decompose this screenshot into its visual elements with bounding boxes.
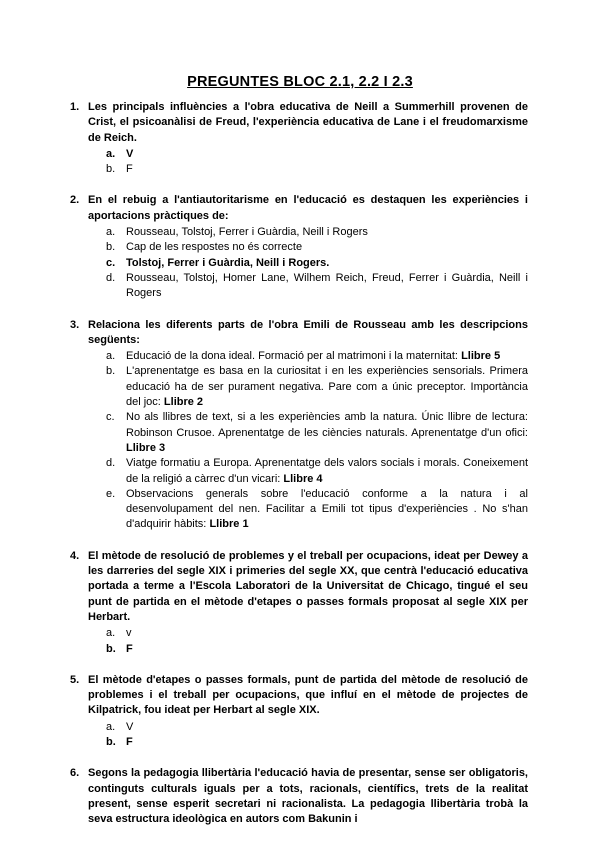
option-content <box>126 487 528 533</box>
question-body <box>88 766 528 827</box>
option-content <box>126 410 528 456</box>
option-text: F <box>126 642 133 655</box>
option-text: Observacions generals sobre l'educació conforme a la natura i al desenvolupament del nen. Facilitar a Emili tot tipus d'experiències . No s'han d'adquirir hàbits: <box>126 487 528 531</box>
option-label: d. <box>106 271 116 284</box>
option-content <box>126 349 528 364</box>
question-text: El mètode de resolució de problemes y el treball per ocupacions, ideat per Dewey a les darreries del segle XIX i primeries del segle XX, que centrà l'educació educativa portada a terme a l'Escola Laboratori de la Universitat de Chicago, tingué el seu punt de partida en el mètode d'etapes o passes formals proposat al segle XIX per Herbart. <box>88 549 528 623</box>
option-label: a. <box>106 627 116 640</box>
option-text: F <box>126 735 133 748</box>
option-a <box>88 626 528 641</box>
question-text: En el rebuig a l'antiautoritarisme en l'educació es destaquen les experiències i aportacions pràctiques de: <box>88 194 528 222</box>
option-d <box>88 456 528 487</box>
question-list <box>70 100 528 843</box>
option-content <box>126 364 528 410</box>
page-title: PREGUNTES BLOC 2.1, 2.2 I 2.3 <box>187 74 413 90</box>
option-c <box>88 256 528 271</box>
option-text: Rousseau, Tolstoj, Homer Lane, Wilhem Reich, Freud, Ferrer i Guàrdia, Neill i Rogers <box>126 271 528 300</box>
option-label: a. <box>106 720 116 733</box>
option-answer: Llibre 2 <box>163 396 204 409</box>
option-text: Educació de la dona ideal. Formació per al matrimoni i la maternitat: <box>126 350 458 363</box>
question-5 <box>70 673 528 750</box>
question-number: 4. <box>70 549 80 562</box>
option-answer: Llibre 3 <box>126 441 166 454</box>
option-list <box>88 147 528 178</box>
question-body <box>88 549 528 657</box>
option-label: b. <box>106 735 116 748</box>
option-b <box>88 162 528 177</box>
question-text: Les principals influències a l'obra educativa de Neill a Summerhill provenen de Crist, el psicoanàlisi de Freud, l'experiència educativa de Lane i el freudomarxisme de Reich. <box>88 101 528 144</box>
option-label: b. <box>106 241 116 254</box>
option-list <box>88 720 528 751</box>
option-label: b. <box>106 163 116 176</box>
question-text: Segons la pedagogia llibertària l'educació havia de presentar, sense ser obligatoris, continguts culturals iguals per a tots, racionals, científics, trets de la realitat present, sense esperit secretari ni racionalista. La pedagogia llibertària trobà la seva estructura ideològica en autors com Bakunin i <box>88 767 528 826</box>
option-a <box>88 147 528 162</box>
option-b <box>88 735 528 750</box>
option-label: b. <box>106 642 116 655</box>
question-3 <box>70 318 528 533</box>
option-label: c. <box>106 256 116 269</box>
option-text: Cap de les respostes no és correcte <box>126 241 303 254</box>
option-label: e. <box>106 487 116 500</box>
option-b <box>88 642 528 657</box>
option-d <box>88 271 528 302</box>
option-text: V <box>126 147 134 160</box>
option-text: Tolstoj, Ferrer i Guàrdia, Neill i Rogers. <box>126 256 330 269</box>
option-a <box>88 720 528 735</box>
question-6 <box>70 766 528 827</box>
question-body <box>88 100 528 177</box>
option-text: v <box>126 627 132 640</box>
option-answer: Llibre 1 <box>209 518 249 531</box>
option-text: V <box>126 720 134 733</box>
option-text: F <box>126 163 133 176</box>
option-label: a. <box>106 350 116 363</box>
question-body <box>88 673 528 750</box>
option-label: b. <box>106 365 116 378</box>
option-list <box>88 626 528 657</box>
question-text: El mètode d'etapes o passes formals, punt de partida del mètode de resolució de problemes i el treball per ocupacions, que influí en el mètode de projectes de Kilpatrick, fou ideat per Herbart al segle XIX. <box>88 673 528 717</box>
question-number: 6. <box>70 767 80 780</box>
option-list <box>88 349 528 533</box>
option-answer: Llibre 4 <box>283 472 323 485</box>
question-body <box>88 193 528 301</box>
question-number: 3. <box>70 318 80 331</box>
question-number: 5. <box>70 673 80 686</box>
option-label: d. <box>106 457 116 470</box>
option-text: Rousseau, Tolstoj, Ferrer i Guàrdia, Neill i Rogers <box>126 226 368 239</box>
question-2 <box>70 193 528 301</box>
option-label: a. <box>106 226 116 239</box>
option-label: c. <box>106 411 115 424</box>
question-number: 1. <box>70 101 80 113</box>
option-a <box>88 349 528 364</box>
question-1 <box>70 100 528 177</box>
question-text: Relaciona les diferents parts de l'obra Emili de Rousseau amb les descripcions següents: <box>88 318 528 346</box>
option-b <box>88 364 528 410</box>
option-list <box>88 225 528 301</box>
question-number: 2. <box>70 194 80 207</box>
option-text: Viatge formatiu a Europa. Aprenentatge dels valors socials i morals. Coneixement de la religió a càrrec d'un vicari: <box>126 457 528 485</box>
option-text: No als llibres de text, si a les experiències amb la natura. Únic llibre de lectura: Robinson Crusoe. Aprenentatge de les ciències naturals. Aprenentatge d'un ofici: <box>126 411 528 439</box>
option-answer: Llibre 5 <box>461 350 501 363</box>
question-4 <box>70 549 528 657</box>
option-b <box>88 240 528 255</box>
option-text: L'aprenentatge es basa en la curiositat i en les experiències sensorials. Primera educació ha de ser purament negativa. Pare com a únic preceptor. Importància del joc: <box>126 365 528 409</box>
option-content <box>126 456 528 487</box>
option-c <box>88 410 528 456</box>
option-e <box>88 487 528 533</box>
option-a <box>88 225 528 240</box>
option-label: a. <box>106 147 116 160</box>
question-body <box>88 318 528 533</box>
